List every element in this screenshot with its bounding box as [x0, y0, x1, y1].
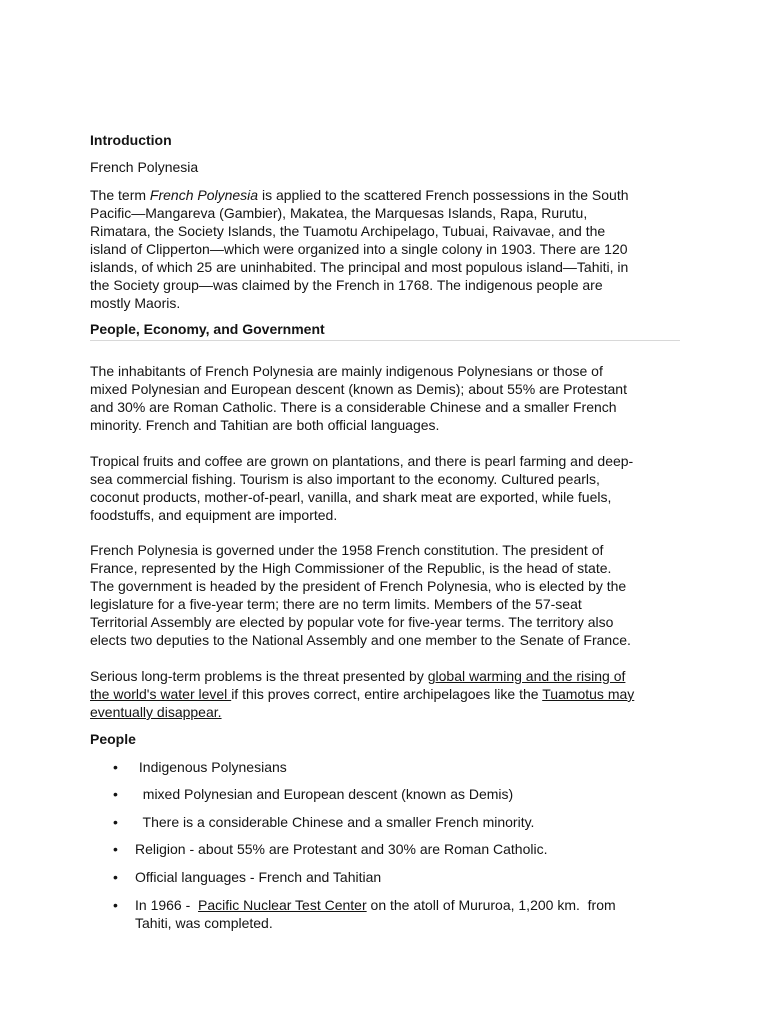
- list-item-text: Indigenous Polynesians: [135, 759, 287, 775]
- bullet-icon: •: [113, 814, 118, 830]
- disappear-link[interactable]: eventually disappear.: [90, 704, 222, 720]
- list-item-text: There is a considerable Chinese and a smaller French minority.: [135, 814, 535, 830]
- peg-p3-line: France, represented by the High Commissioner of the Republic, is the head of state.: [90, 560, 612, 576]
- list-item-text: Religion - about 55% are Protestant and 30% are Roman Catholic.: [135, 841, 548, 857]
- intro-line-6: the Society group—was claimed by the French in 1768. The indigenous people are: [90, 277, 603, 293]
- list-item-text: Official languages - French and Tahitian: [135, 869, 382, 885]
- intro-line-1: [90, 186, 680, 204]
- bullet-icon: •: [113, 759, 118, 775]
- list-item-text: mixed Polynesian and European descent (known as Demis): [135, 786, 514, 802]
- peg-p4-text-a: Serious long-term problems is the threat presented by: [90, 668, 428, 684]
- peg-p3-line: elects two deputies to the National Assembly and one member to the Senate of France.: [90, 632, 631, 648]
- section-divider: [90, 340, 680, 341]
- peg-p4-line-3: [90, 703, 680, 721]
- last-bullet-text-b: on the atoll of Mururoa, 1,200 km. from: [366, 897, 616, 913]
- peg-p2-line: sea commercial fishing. Tourism is also important to the economy. Cultured pearls,: [90, 471, 600, 487]
- bullet-icon: •: [113, 786, 118, 802]
- intro-line-4: island of Clipperton—which were organized into a single colony in 1903. There are 120: [90, 241, 628, 257]
- nuclear-test-center-link[interactable]: Pacific Nuclear Test Center: [198, 897, 367, 913]
- people-economy-government-heading: People, Economy, and Government: [90, 321, 325, 337]
- peg-p1-line: minority. French and Tahitian are both official languages.: [90, 417, 440, 433]
- tuamotus-link[interactable]: Tuamotus may: [542, 686, 635, 702]
- peg-paragraph-2: [90, 452, 680, 524]
- peg-paragraph-1: [90, 362, 680, 434]
- intro-paragraph: [90, 186, 680, 312]
- bullet-icon: •: [113, 869, 118, 885]
- peg-paragraph-3: [90, 541, 680, 649]
- peg-p2-line: coconut products, mother-of-pearl, vanilla, and shark meat are exported, while fuels,: [90, 489, 612, 505]
- bullet-icon: •: [113, 841, 118, 857]
- peg-p2-line: Tropical fruits and coffee are grown on plantations, and there is pearl farming and deep-: [90, 453, 634, 469]
- list-item-text: [135, 896, 683, 932]
- peg-p2-line: foodstuffs, and equipment are imported.: [90, 507, 338, 523]
- intro-subtitle: [90, 158, 680, 176]
- peg-p4-line-1: [90, 667, 680, 685]
- people-heading: People: [90, 731, 136, 747]
- intro-line-1-em: French Polynesia: [149, 187, 259, 203]
- peg-p3-line: legislature for a five-year term; there are no term limits. Members of the 57-seat: [90, 596, 582, 612]
- global-warming-link[interactable]: global warming and the rising of: [427, 668, 626, 684]
- peg-p3-line: Territorial Assembly are elected by popular vote for five-year terms. The territory also: [90, 614, 614, 630]
- peg-p1-line: mixed Polynesian and European descent (known as Demis); about 55% are Protestant: [90, 381, 627, 397]
- peg-p4-text-b: if this proves correct, entire archipelagoes like the: [231, 686, 543, 702]
- water-level-link[interactable]: the world's water level: [90, 686, 232, 702]
- peg-p3-line: French Polynesia is governed under the 1958 French constitution. The president of: [90, 542, 604, 558]
- peg-p4-line-2: [90, 685, 680, 703]
- peg-p1-line: The inhabitants of French Polynesia are mainly indigenous Polynesians or those of: [90, 363, 603, 379]
- peg-p1-line: and 30% are Roman Catholic. There is a considerable Chinese and a smaller French: [90, 399, 617, 415]
- intro-line-1-a: The term: [90, 187, 150, 203]
- intro-line-3: Rimatara, the Society Islands, the Tuamotu Archipelago, Tubuai, Raivavae, and the: [90, 223, 606, 239]
- peg-paragraph-4: [90, 667, 680, 721]
- intro-heading: Introduction: [90, 132, 172, 148]
- last-bullet-text-a: In 1966 -: [135, 897, 199, 913]
- intro-line-7: mostly Maoris.: [90, 295, 181, 311]
- last-bullet-line-2: Tahiti, was completed.: [135, 915, 273, 931]
- intro-subtitle-text: French Polynesia: [90, 159, 199, 175]
- intro-line-1-b: is applied to the scattered French possessions in the South: [258, 187, 629, 203]
- bullet-icon: •: [113, 897, 118, 913]
- peg-p3-line: The government is headed by the president of French Polynesia, who is elected by the: [90, 578, 627, 594]
- intro-line-5: islands, of which 25 are uninhabited. The principal and most populous island—Tahiti, in: [90, 259, 629, 275]
- intro-line-2: Pacific—Mangareva (Gambier), Makatea, the Marquesas Islands, Rapa, Rurutu,: [90, 205, 588, 221]
- last-bullet-line-1: [135, 896, 683, 914]
